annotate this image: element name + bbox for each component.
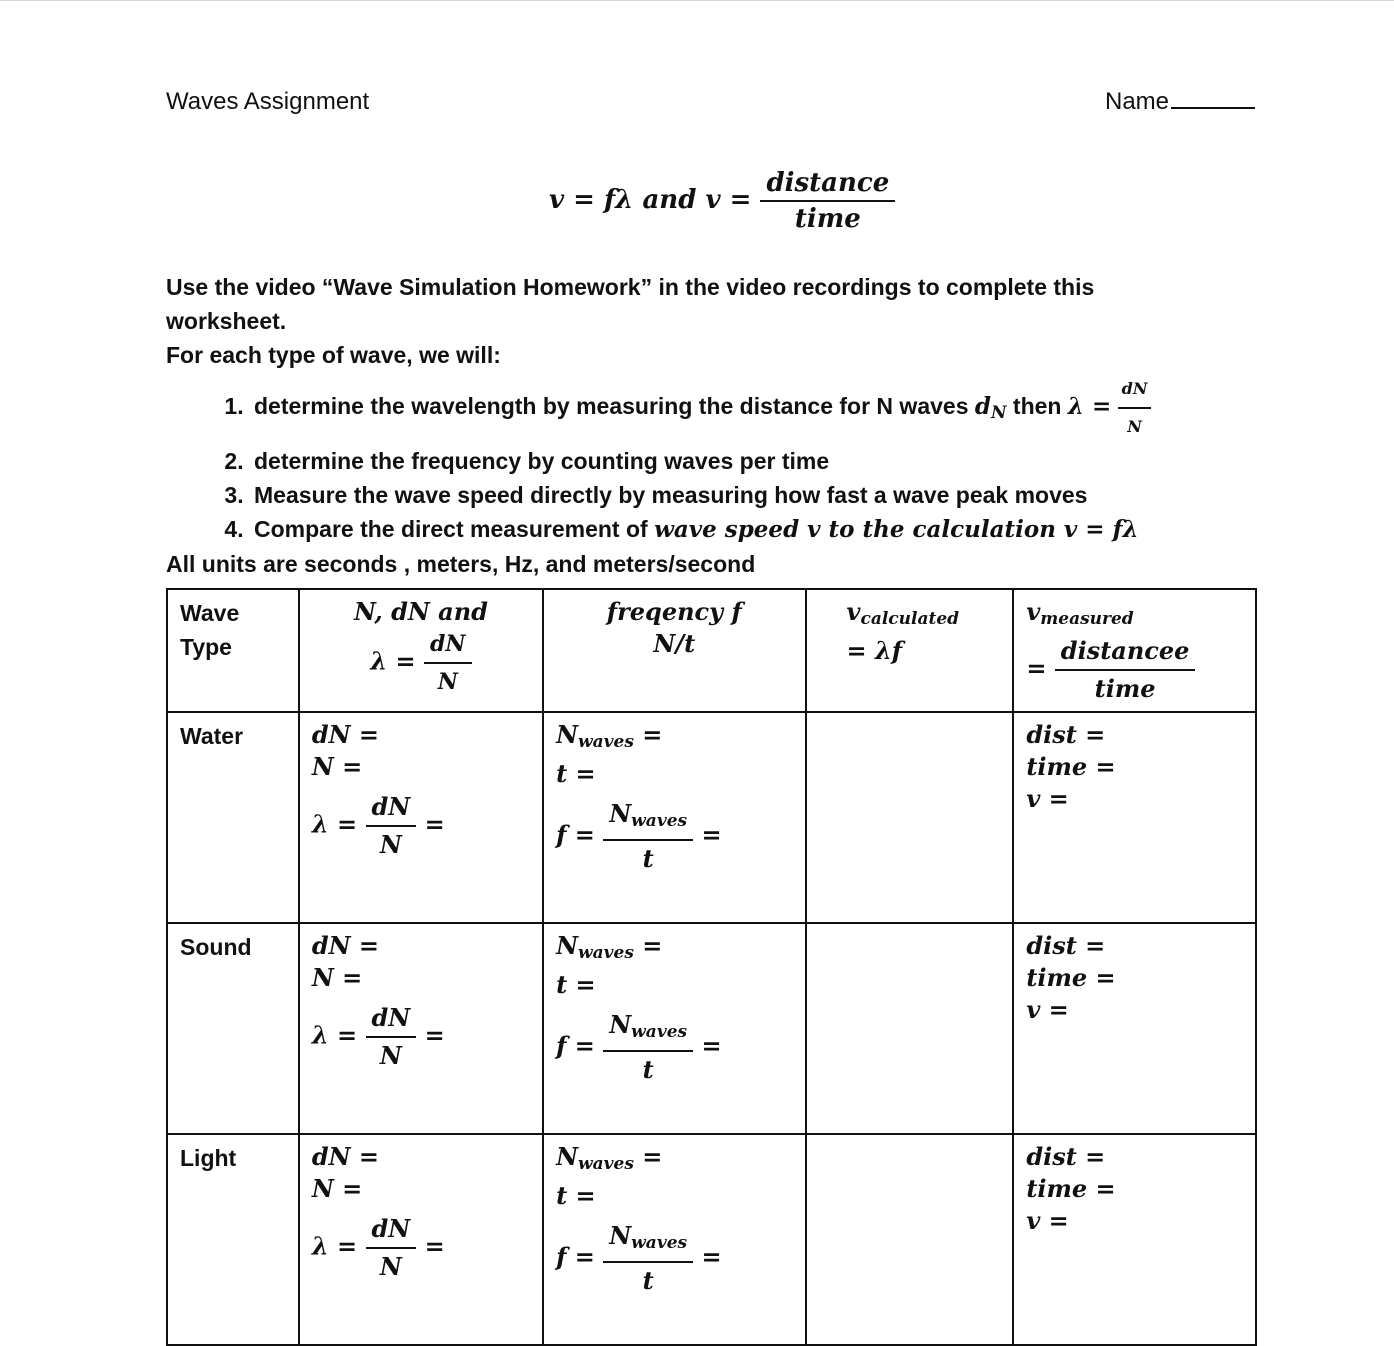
name-blank-line[interactable]	[1171, 107, 1255, 109]
units-note: All units are seconds , meters, Hz, and meters/second	[166, 551, 756, 577]
v-measured-cell[interactable]: dist = time = v =	[1013, 923, 1256, 1134]
step4-math: wave speed v to the calculation v = fλ	[654, 516, 1139, 543]
v-calculated-cell[interactable]	[806, 1134, 1014, 1345]
header-wave-type: Wave Type	[167, 589, 299, 712]
table-row	[167, 1134, 1256, 1345]
step-1: 1. determine the wavelength by measuring the distance for N waves $d_N$ then λ = $\frac{dN}{N}$	[250, 372, 1206, 444]
header-n-dn-lambda: N, dN and λ = $\frac{dN}{N}$	[299, 589, 543, 712]
step-3: 3. Measure the wave speed directly by measuring how fast a wave peak moves	[250, 478, 1206, 512]
wavelength-cell[interactable]: dN = N = λ = $\frac{dN}{N}$ =	[299, 712, 543, 923]
step1-dN: $d_N$	[974, 393, 1007, 424]
worksheet-title: Waves Assignment	[166, 88, 370, 115]
v-calculated-cell[interactable]	[806, 712, 1014, 923]
name-field[interactable]	[1105, 88, 1255, 116]
table-row	[167, 923, 1256, 1134]
step1-fraction: $\frac{dN}{N}$	[1118, 372, 1152, 444]
step-2: 2. determine the frequency by counting waves per time	[250, 444, 1206, 478]
formula-left: v = fλ and v =	[549, 185, 752, 215]
row-wave-type: Water	[167, 712, 299, 923]
frequency-cell[interactable]: $N_{waves}$ = t = f = $\frac{N_{waves}}{t}$ =	[543, 923, 805, 1134]
table-header-row	[167, 589, 1256, 712]
steps-list	[166, 372, 1206, 547]
v-measured-cell[interactable]: dist = time = v =	[1013, 712, 1256, 923]
header-v-measured: $v_{measured}$ = $\frac{\text{distancee}}{\text{time}}$	[1013, 589, 1256, 712]
main-formula	[549, 168, 895, 238]
row-wave-type: Light	[167, 1134, 299, 1345]
header-v-calculated: $v_{calculated}$ = λf	[806, 589, 1014, 712]
formula-numerator: distance	[766, 168, 890, 198]
step-4: 4. Compare the direct measurement of wave speed v to the calculation v = fλ	[250, 512, 1206, 547]
top-border	[0, 0, 1394, 1]
wave-data-table	[166, 588, 1257, 1346]
frequency-cell[interactable]: $N_{waves}$ = t = f = $\frac{N_{waves}}{t}$ =	[543, 1134, 805, 1345]
header-frequency: freqency f N/t	[543, 589, 805, 712]
v-measured-cell[interactable]: dist = time = v =	[1013, 1134, 1256, 1345]
wavelength-cell[interactable]: dN = N = λ = $\frac{dN}{N}$ =	[299, 923, 543, 1134]
table-row	[167, 712, 1256, 923]
instructions-lead: For each type of wave, we will:	[166, 342, 501, 368]
wavelength-cell[interactable]: dN = N = λ = $\frac{dN}{N}$ =	[299, 1134, 543, 1345]
instructions-intro: Use the video “Wave Simulation Homework” in the video recordings to complete this worksheet.	[166, 274, 1095, 334]
v-calculated-cell[interactable]	[806, 923, 1014, 1134]
instructions	[166, 270, 1206, 581]
name-label: Name	[1105, 88, 1170, 115]
formula-fraction	[760, 168, 895, 234]
row-wave-type: Sound	[167, 923, 299, 1134]
frequency-cell[interactable]: $N_{waves}$ = t = f = $\frac{N_{waves}}{t}$ =	[543, 712, 805, 923]
formula-denominator: time	[760, 200, 895, 234]
